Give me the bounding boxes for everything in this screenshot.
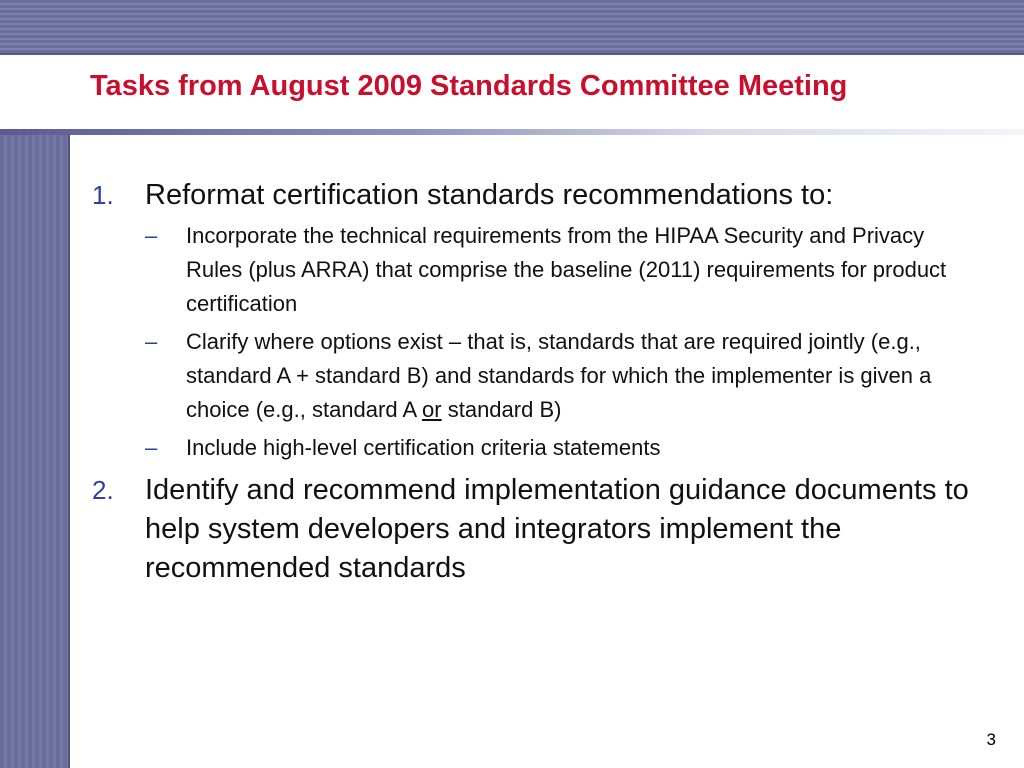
dash-bullet: – xyxy=(145,435,158,460)
list-item-1 xyxy=(92,176,992,215)
top-decorative-band xyxy=(0,0,1024,55)
sub-item-text-tail: standard B) xyxy=(441,397,562,422)
underlined-or: or xyxy=(422,397,442,422)
item-number: 2. xyxy=(92,475,114,505)
slide-title: Tasks from August 2009 Standards Committee Meeting xyxy=(90,70,848,102)
dash-bullet: – xyxy=(145,223,158,248)
left-decorative-band xyxy=(0,135,70,768)
dash-bullet: – xyxy=(145,329,158,354)
item-text: Identify and recommend implementation guidance documents to help system developers and integrators implement the recommended standards xyxy=(145,474,969,584)
list-item-2 xyxy=(92,471,992,588)
sub-item-text: Include high-level certification criteria statements xyxy=(186,435,661,460)
sub-item-text: Clarify where options exist – that is, standards that are required jointly (e.g., standard A + standard B) and standards for which the implementer is given a choice (e.g., standard A xyxy=(186,329,932,422)
item-text: Reformat certification standards recommendations to: xyxy=(145,179,834,211)
sub-item-1 xyxy=(145,219,976,321)
item-number: 1. xyxy=(92,180,114,210)
slide-body xyxy=(92,176,992,592)
sub-item-2 xyxy=(145,325,976,427)
sub-item-3 xyxy=(145,431,976,465)
page-number: 3 xyxy=(986,730,996,749)
sub-item-text: Incorporate the technical requirements from the HIPAA Security and Privacy Rules (plus ARRA) that comprise the baseline (2011) requirements for product certification xyxy=(186,223,947,316)
title-underline xyxy=(0,129,1024,135)
